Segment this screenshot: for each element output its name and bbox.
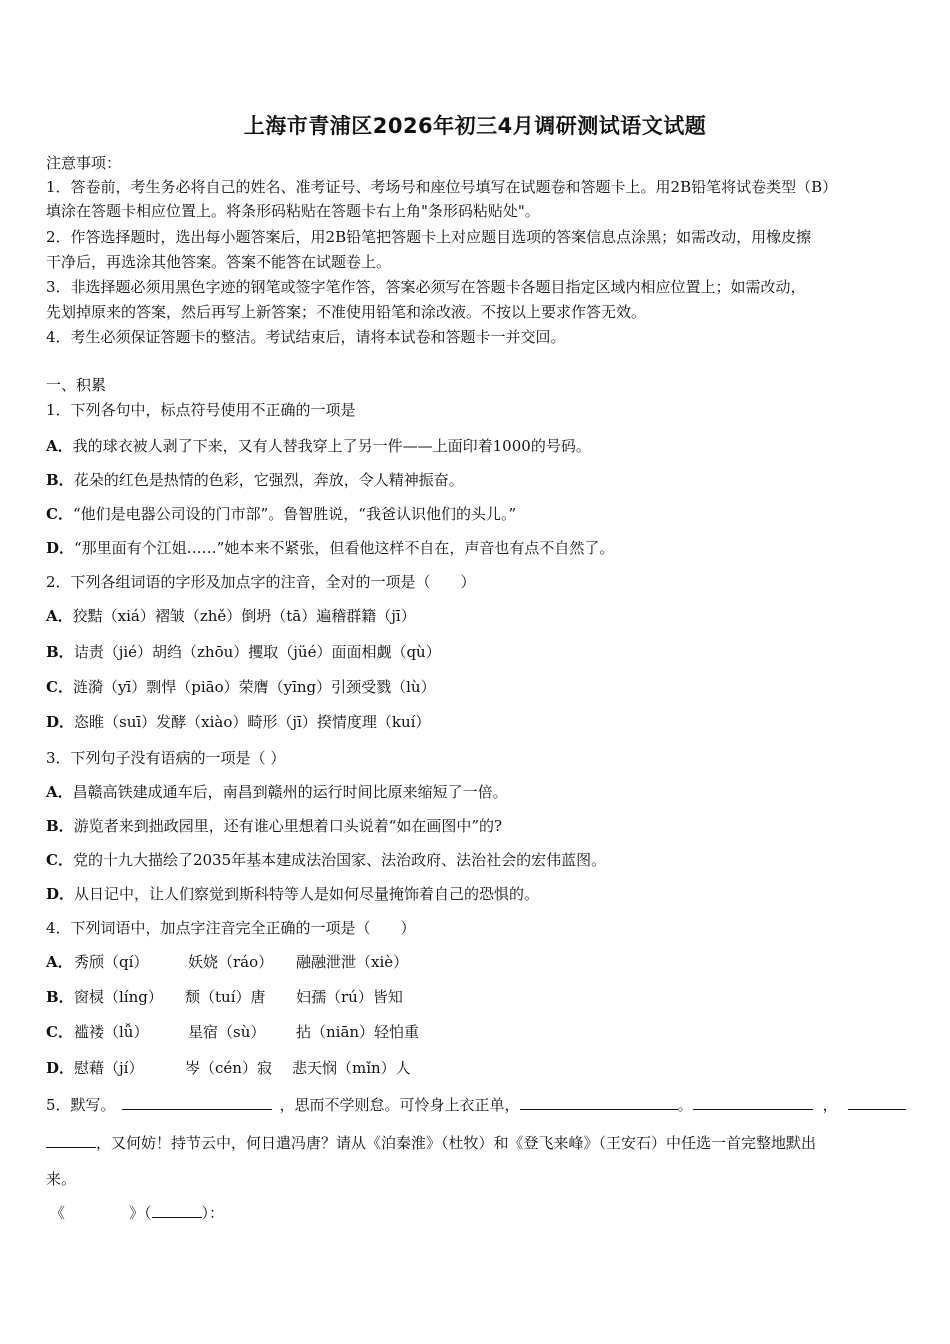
answer-blank[interactable] <box>46 1131 96 1148</box>
option-text: 涟漪（yī）剽悍（piāo）荣膺（yīng）引颈受戮（lù） <box>72 678 436 696</box>
answer-blank[interactable] <box>122 1093 272 1110</box>
page-title: 上海市青浦区2026年初三4月调研测试语文试题 <box>243 114 707 138</box>
option-word-2: 星宿（sù） <box>188 1023 266 1041</box>
option-label: B． <box>46 817 74 835</box>
option-word-2: 岑（cén）寂 <box>185 1059 272 1077</box>
answer-blank[interactable] <box>693 1093 813 1110</box>
option-label: B． <box>46 643 74 661</box>
option-label: A． <box>46 783 73 801</box>
option-word-2: 颓（tuí）唐 <box>185 988 266 1006</box>
q5-text: ， <box>822 1096 838 1114</box>
option-label: D． <box>46 539 75 557</box>
q3-option-b <box>46 815 502 837</box>
option-label: D． <box>46 885 75 903</box>
q1-option-a <box>46 435 591 457</box>
q2-option-a <box>46 605 416 627</box>
q4-option-b <box>46 986 546 1008</box>
option-label: B． <box>46 471 74 489</box>
q5-text: ，思而不学则怠。可怜身上衣正单， <box>279 1096 520 1114</box>
option-word-1: 窗棂（líng） <box>74 988 163 1006</box>
question-5-line-3: 来。 <box>46 1170 77 1188</box>
q5-text: 《 <box>50 1204 66 1222</box>
option-label: C． <box>46 505 73 523</box>
option-label: C． <box>46 851 73 869</box>
option-word-1: 褴褛（lǚ） <box>74 1023 149 1041</box>
option-word-3: 悲天悯（mǐn）人 <box>292 1059 411 1077</box>
option-word-1: 慰藉（jí） <box>74 1059 144 1077</box>
section-heading: 一、积累 <box>46 376 107 394</box>
answer-blank[interactable] <box>848 1093 906 1110</box>
question-4-stem: 4．下列词语中，加点字注音完全正确的一项是（ ） <box>46 919 416 937</box>
notice-item-1b: 填涂在答题卡相应位置上。将条形码粘贴在答题卡右上角"条形码粘贴处"。 <box>46 202 540 220</box>
notice-item-1a: 1．答卷前，考生务必将自己的姓名、准考证号、考场号和座位号填写在试题卷和答题卡上。用2B铅笔将试卷类型（B） <box>46 178 838 196</box>
q1-option-d <box>46 537 614 559</box>
option-text: 花朵的红色是热情的色彩，它强烈，奔放，令人精神振奋。 <box>73 471 464 489</box>
option-text: 我的球衣被人剥了下来，又有人替我穿上了另一件——上面印着1000的号码。 <box>72 437 591 455</box>
q5-text: ）： <box>201 1204 225 1222</box>
option-text: 从日记中，让人们察觉到斯科特等人是如何尽量掩饰着自己的恐惧的。 <box>74 885 540 903</box>
question-5-line-4 <box>50 1201 224 1224</box>
option-label: D． <box>46 1059 75 1077</box>
notice-item-2a: 2．作答选择题时，选出每小题答案后，用2B铅笔把答题卡上对应题目选项的答案信息点涂黑；如需改动，用橡皮擦 <box>46 228 812 246</box>
q5-text: 。 <box>677 1096 693 1114</box>
option-label: A． <box>46 437 73 455</box>
option-word-3: 妇孺（rú）皆知 <box>296 988 403 1006</box>
option-label: A． <box>46 607 73 625</box>
q4-option-a <box>46 951 546 973</box>
q1-option-c <box>46 503 516 525</box>
option-text: 党的十九大描绘了2035年基本建成法治国家、法治政府、法治社会的宏伟蓝图。 <box>72 851 607 869</box>
q3-option-d <box>46 883 539 905</box>
option-label: C． <box>46 1023 73 1041</box>
q5-text: ，又何妨！持节云中，何日遣冯唐？请从《泊秦淮》（杜牧）和《登飞来峰》（王安石）中任选一首完整地默出 <box>96 1134 817 1152</box>
q5-stem: 5．默写。 <box>46 1096 116 1114</box>
option-text: 诘责（jié）胡绉（zhōu）攫取（jüé）面面相觑（qù） <box>73 643 441 661</box>
option-text: 恣睢（suī）发酵（xiào）畸形（jī）揆情度理（kuí） <box>74 713 431 731</box>
question-2-stem: 2．下列各组词语的字形及加点字的注音，全对的一项是（ ） <box>46 573 476 591</box>
q2-option-d <box>46 711 430 733</box>
option-label: D． <box>46 713 75 731</box>
author-blank[interactable] <box>152 1201 202 1218</box>
question-5-line-1 <box>46 1093 906 1116</box>
answer-blank[interactable] <box>520 1093 678 1110</box>
option-word-3: 拈（niān）轻怕重 <box>296 1023 420 1041</box>
option-text: 游览者来到拙政园里，还有谁心里想着口头说着“如在画图中”的? <box>73 817 503 835</box>
option-text: 狡黠（xiá）褶皱（zhě）倒坍（tā）遍稽群籍（jī） <box>72 607 416 625</box>
notice-item-3b: 先划掉原来的答案，然后再写上新答案；不准使用铅笔和涂改液。不按以上要求作答无效。 <box>46 303 647 321</box>
question-3-stem: 3．下列句子没有语病的一项是（ ） <box>46 749 286 767</box>
option-label: C． <box>46 678 73 696</box>
q4-option-c <box>46 1021 546 1043</box>
option-text: “那里面有个江姐……”她本来不紧张，但看他这样不自在，声音也有点不自然了。 <box>74 539 615 557</box>
q1-option-b <box>46 469 464 491</box>
option-word-2: 妖娆（ráo） <box>188 953 274 971</box>
q3-option-a <box>46 781 508 803</box>
q4-option-d <box>46 1057 546 1079</box>
notice-heading: 注意事项： <box>46 154 122 172</box>
q2-option-c <box>46 676 436 698</box>
option-text: “他们是电器公司设的门市部”。鲁智胜说，“我爸认识他们的头儿。” <box>72 505 517 523</box>
option-word-1: 秀颀（qí） <box>74 953 149 971</box>
option-label: B． <box>46 988 74 1006</box>
question-5-line-2 <box>46 1131 816 1154</box>
option-word-3: 融融泄泄（xiè） <box>296 953 409 971</box>
q2-option-b <box>46 641 441 663</box>
q5-text: 》（ <box>129 1204 152 1222</box>
notice-item-3a: 3．非选择题必须用黑色字迹的钢笔或签字笔作答，答案必须写在答题卡各题目指定区域内相应位置上；如需改动， <box>46 278 806 296</box>
question-1-stem: 1．下列各句中，标点符号使用不正确的一项是 <box>46 401 356 419</box>
notice-item-4: 4．考生必须保证答题卡的整洁。考试结束后，请将本试卷和答题卡一并交回。 <box>46 328 566 346</box>
option-text: 昌赣高铁建成通车后，南昌到赣州的运行时间比原来缩短了一倍。 <box>72 783 508 801</box>
option-label: A． <box>46 953 73 971</box>
q3-option-c <box>46 849 606 871</box>
notice-item-2b: 干净后，再选涂其他答案。答案不能答在试题卷上。 <box>46 253 392 271</box>
